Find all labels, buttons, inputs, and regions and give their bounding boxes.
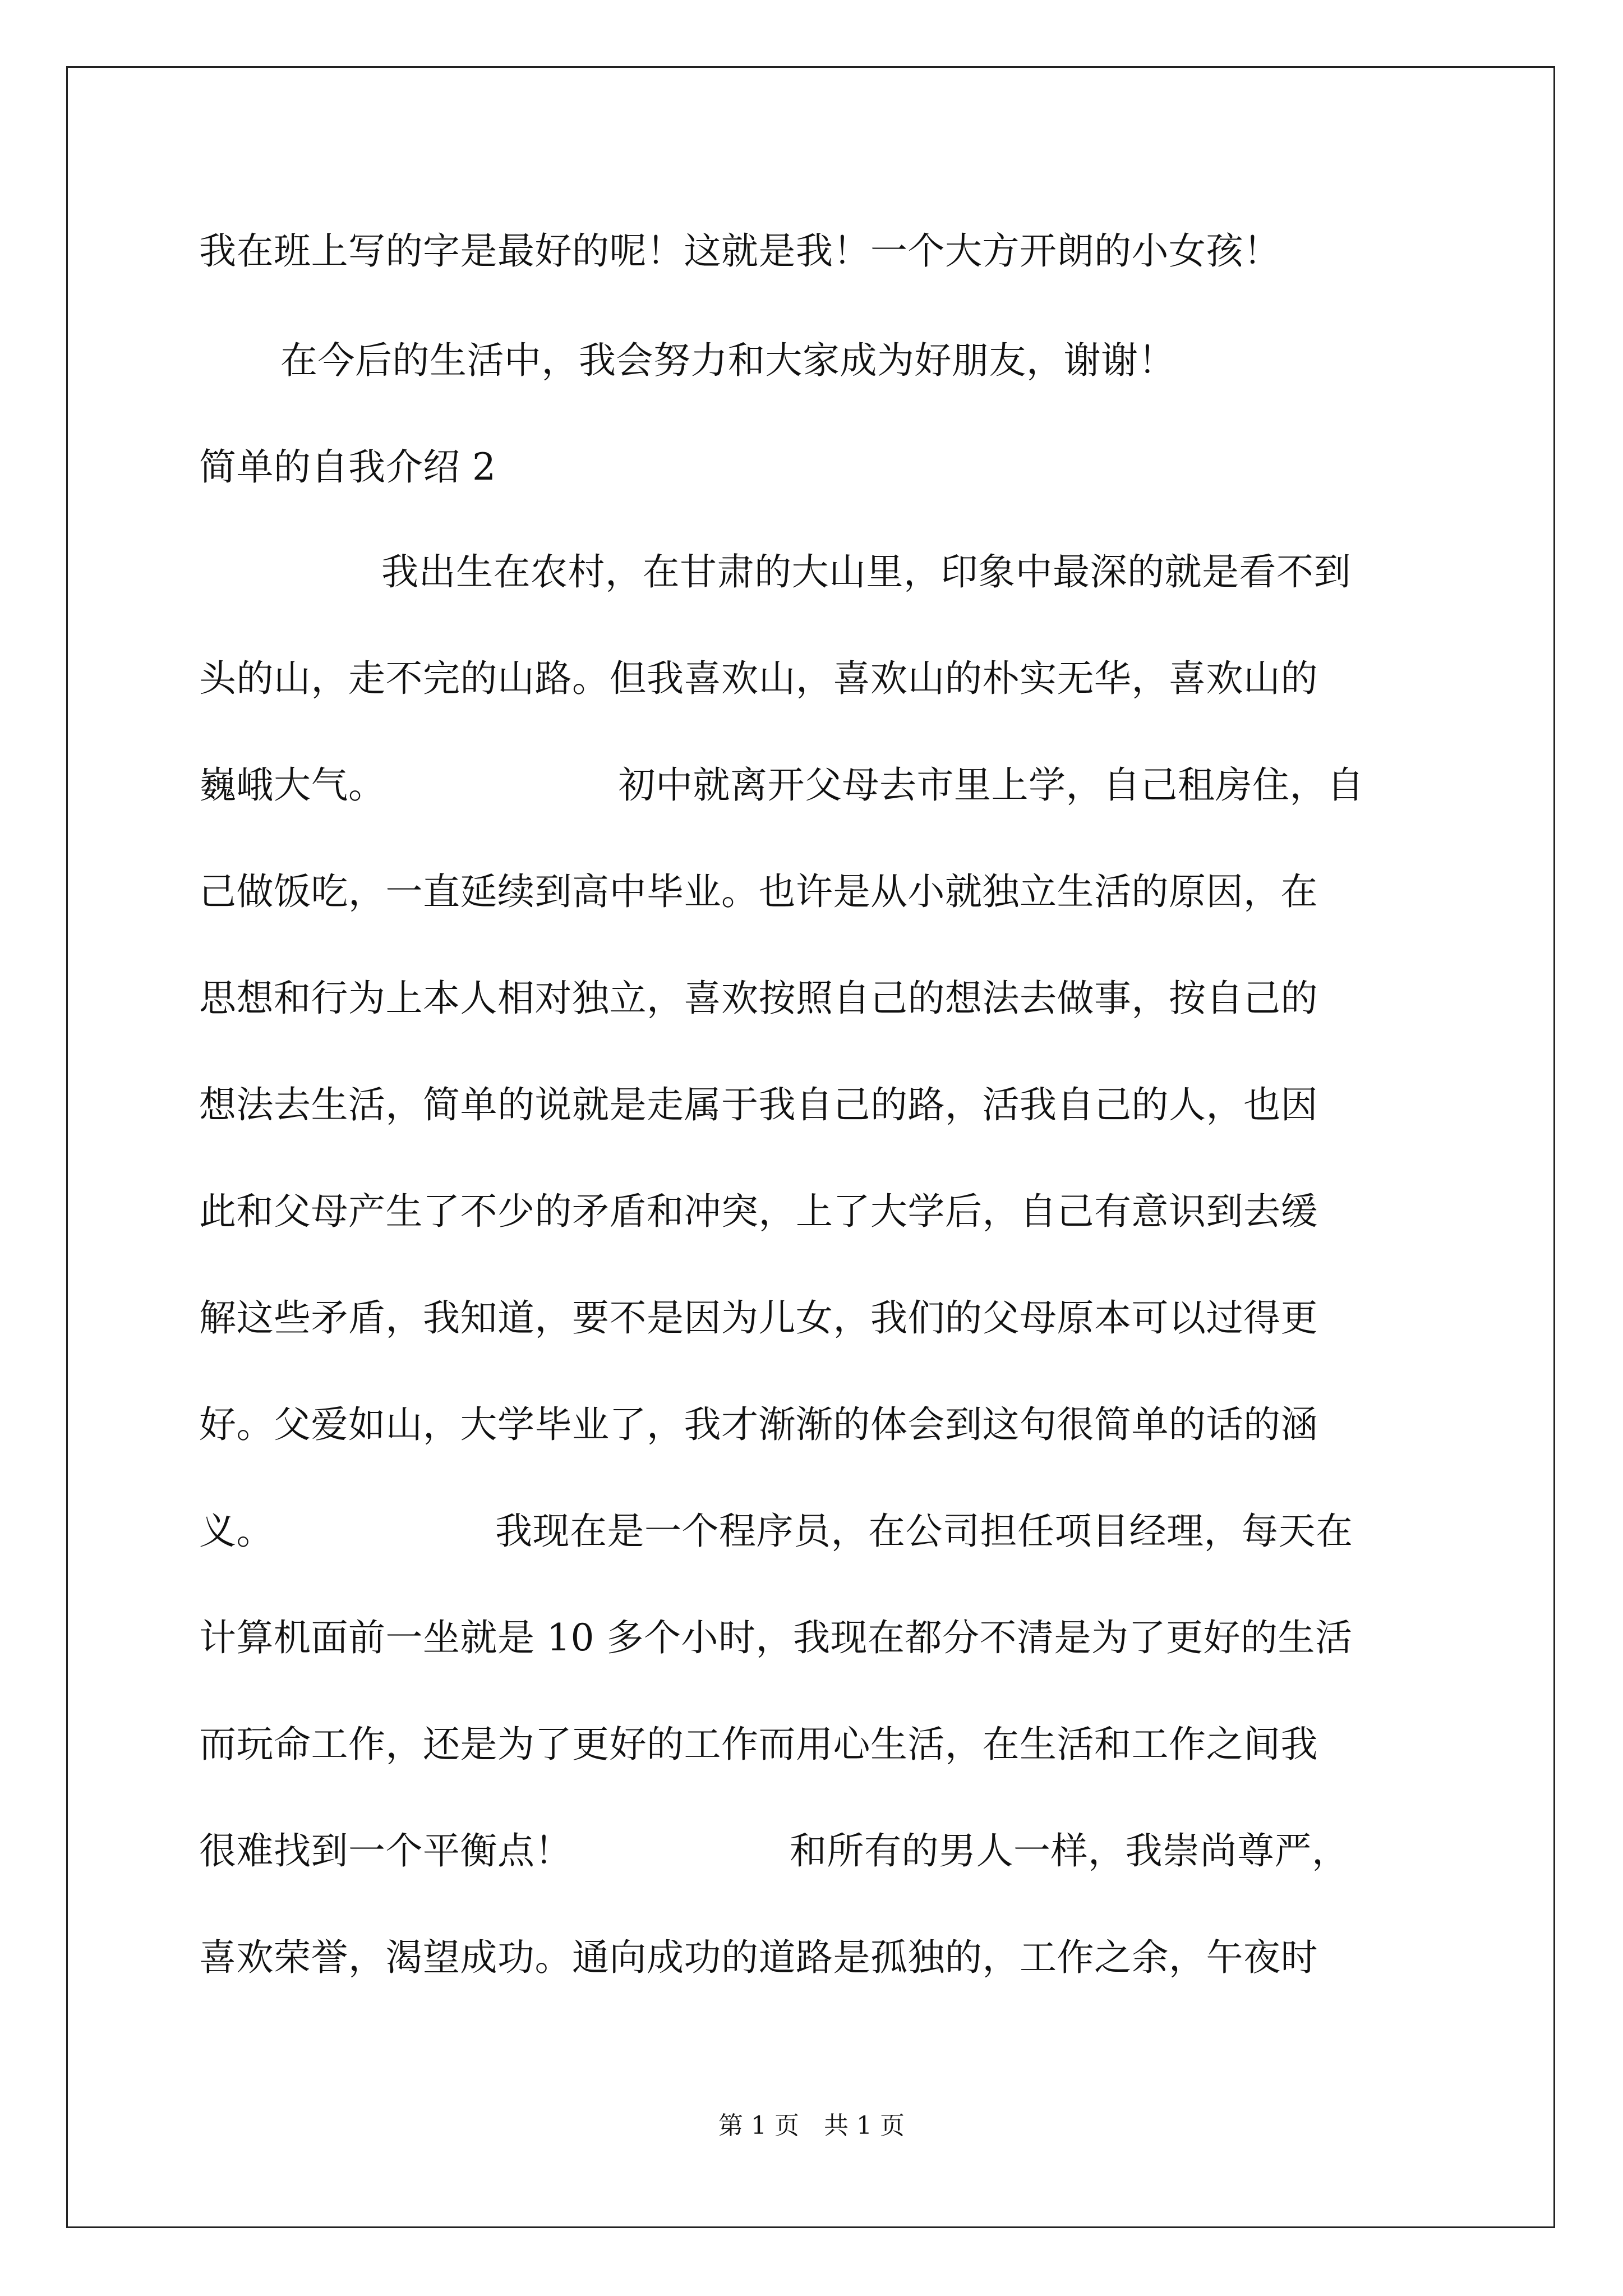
- text-line-6-end: 初中就离开父母去市里上学，自己租房住，自: [618, 763, 1364, 807]
- text-line-7: 己做饭吃，一直延续到高中毕业。也许是从小就独立生活的原因，在: [199, 870, 1318, 913]
- section-heading: 简单的自我介绍 2: [199, 445, 496, 489]
- text-line-16-start: 很难找到一个平衡点！: [199, 1829, 572, 1872]
- text-line-9: 想法去生活，简单的说就是走属于我自己的路，活我自己的人，也因: [199, 1083, 1318, 1126]
- text-line-4: 我出生在农村，在甘肃的大山里，印象中最深的就是看不到: [381, 550, 1351, 593]
- text-line-16-end: 和所有的男人一样，我崇尚尊严，: [790, 1829, 1349, 1872]
- text-line-6-start: 巍峨大气。: [199, 763, 386, 807]
- text-line-11: 解这些矛盾，我知道，要不是因为儿女，我们的父母原本可以过得更: [199, 1296, 1318, 1340]
- text-line-13: [199, 1510, 1353, 1553]
- text-line-14: 计算机面前一坐就是 10 多个小时，我现在都分不清是为了更好的生活: [199, 1616, 1353, 1659]
- text-line-13-end: 我现在是一个程序员，在公司担任项目经理，每天在: [495, 1510, 1353, 1553]
- text-line-17: 喜欢荣誉，渴望成功。通向成功的道路是孤独的，工作之余，午夜时: [199, 1936, 1318, 1979]
- text-line-5: 头的山，走不完的山路。但我喜欢山，喜欢山的朴实无华，喜欢山的: [199, 657, 1318, 700]
- text-line-16: [199, 1829, 1349, 1872]
- text-line-2: 在今后的生活中，我会努力和大家成为好朋友，谢谢！: [280, 339, 1175, 382]
- text-line-12: 好。父爱如山，大学毕业了，我才渐渐的体会到这句很简单的话的涵: [199, 1403, 1318, 1446]
- text-line-10: 此和父母产生了不少的矛盾和冲突，上了大学后，自己有意识到去缓: [199, 1190, 1318, 1233]
- text-line-1: 我在班上写的字是最好的呢！这就是我！一个大方开朗的小女孩！: [199, 229, 1281, 273]
- text-line-8: 思想和行为上本人相对独立，喜欢按照自己的想法去做事，按自己的: [199, 977, 1318, 1020]
- page-border: [66, 66, 1555, 2228]
- page-number-footer: 第 1 页 共 1 页: [718, 2111, 905, 2140]
- text-line-15: 而玩命工作，还是为了更好的工作而用心生活，在生活和工作之间我: [199, 1723, 1318, 1766]
- text-line-13-start: 义。: [199, 1510, 274, 1553]
- text-line-6: [199, 763, 1364, 807]
